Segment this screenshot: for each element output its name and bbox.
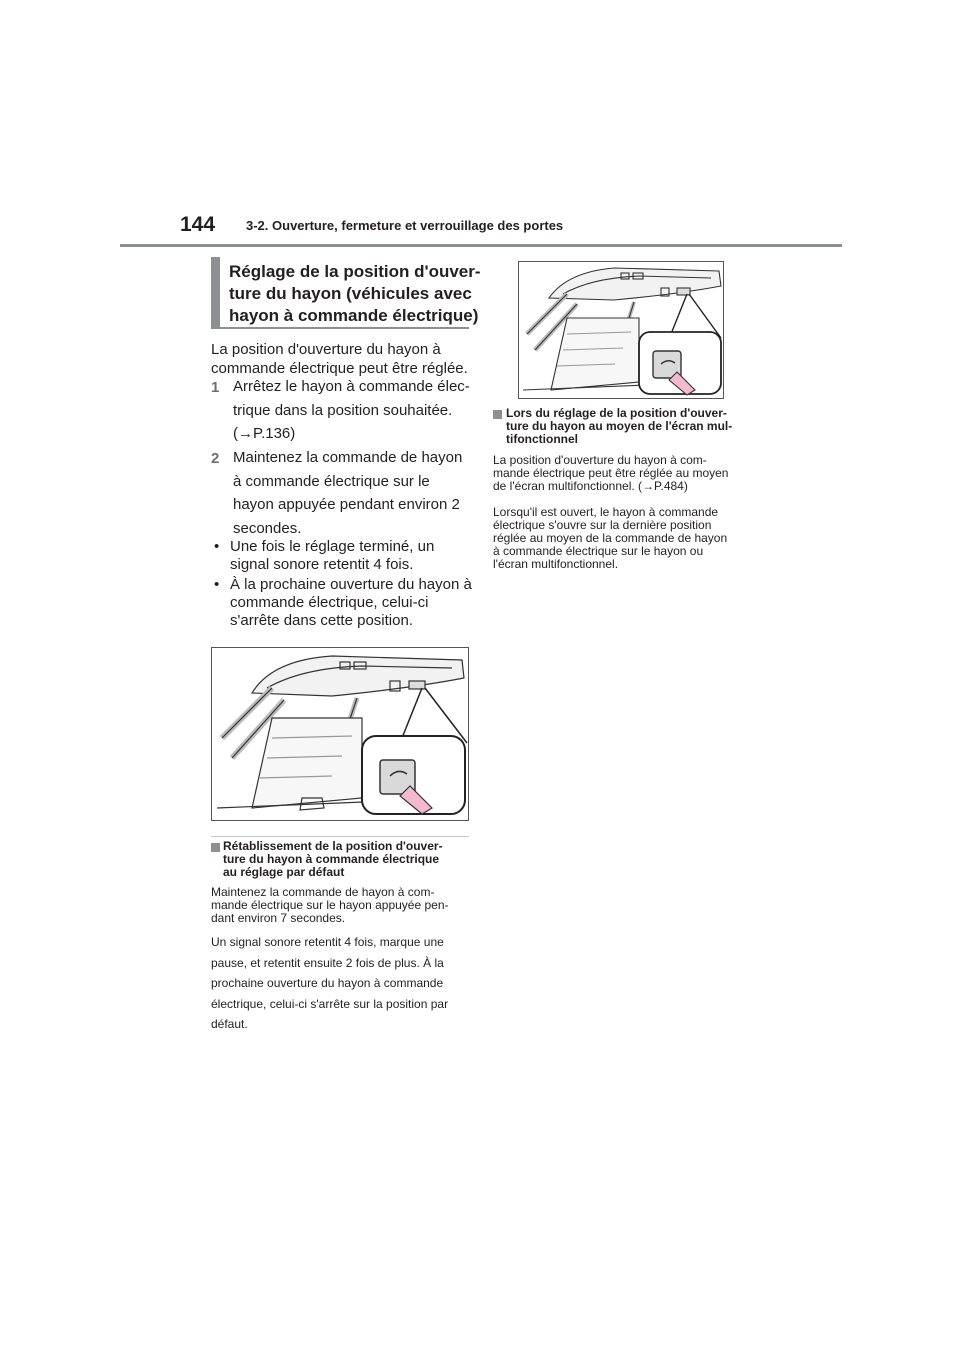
page-number: 144 xyxy=(180,213,216,236)
sub-heading-multi-display xyxy=(506,407,732,446)
text-line: s'arrête dans cette position. xyxy=(230,612,413,629)
step-2-number: 2 xyxy=(211,450,220,467)
text-line: électrique s'ouvre sur la dernière position xyxy=(493,518,712,532)
bullet-dot: • xyxy=(214,538,220,555)
bullet-dot: • xyxy=(214,576,220,593)
paragraph xyxy=(493,454,728,493)
text-line: à commande électrique sur le hayon ou xyxy=(493,544,704,558)
text-line: secondes. xyxy=(233,519,302,537)
paragraph xyxy=(211,932,448,1035)
text-line: trique dans la position souhaitée. xyxy=(233,401,453,419)
text-line: Lorsqu'il est ouvert, le hayon à commande xyxy=(493,505,719,519)
text-line: mande électrique sur le hayon appuyée pen- xyxy=(211,898,449,912)
text-line: Arrêtez le hayon à commande élec- xyxy=(233,378,470,395)
sub-heading-default-reset xyxy=(223,840,443,879)
text-line: hayon appuyée pendant environ 2 xyxy=(233,496,460,513)
text-line: La position d'ouverture du hayon à xyxy=(211,341,441,358)
section-title: 3-2. Ouverture, fermeture et verrouillage des portes xyxy=(246,218,564,233)
text-line: signal sonore retentit 4 fois. xyxy=(230,556,414,573)
sub-heading-marker xyxy=(493,410,502,419)
heading-line: hayon à commande électrique) xyxy=(229,306,479,325)
tailgate-illustration-svg xyxy=(519,262,723,398)
text-line: défaut. xyxy=(211,1017,248,1031)
text-line: dant environ 7 secondes. xyxy=(211,911,346,925)
text-line: Une fois le réglage terminé, un xyxy=(230,538,435,555)
page-reference: (→P.136) xyxy=(233,425,296,442)
text-line: La position d'ouverture du hayon à com- xyxy=(493,453,707,467)
page-reference: de l'écran multifonctionnel. (→P.484) xyxy=(493,479,688,493)
sub-heading-marker xyxy=(211,843,220,852)
text-line: commande électrique, celui-ci xyxy=(230,594,429,611)
text-line: Rétablissement de la position d'ouver- xyxy=(223,839,443,853)
text-line: mande électrique peut être réglée au moyen xyxy=(493,466,729,480)
text-line: à commande électrique sur le xyxy=(233,472,430,490)
tailgate-switch-illustration xyxy=(211,647,469,821)
text-line: électrique, celui-ci s'arrête sur la position par xyxy=(211,996,449,1011)
paragraph xyxy=(211,886,449,925)
text-line: au réglage par défaut xyxy=(223,865,345,879)
step-1-text xyxy=(233,375,470,446)
figure-divider xyxy=(211,836,469,837)
text-line: Maintenez la commande de hayon à com- xyxy=(211,885,435,899)
text-line: réglée au moyen de la commande de hayon xyxy=(493,531,728,545)
paragraph xyxy=(493,506,727,571)
intro-paragraph xyxy=(211,340,468,378)
text-line: Lors du réglage de la position d'ouver- xyxy=(506,406,727,420)
text-line: tifonctionnel xyxy=(506,432,578,446)
text-line: Un signal sonore retentit 4 fois, marque une xyxy=(211,935,444,949)
step-1-number: 1 xyxy=(211,379,220,396)
text-line: l'écran multifonctionnel. xyxy=(493,557,619,571)
text-line: prochaine ouverture du hayon à commande xyxy=(211,976,444,990)
section-heading xyxy=(211,257,481,329)
tailgate-illustration-svg xyxy=(212,648,468,820)
header-rule xyxy=(120,244,842,247)
text-line: ture du hayon à commande électrique xyxy=(223,852,440,866)
text-line: À la prochaine ouverture du hayon à xyxy=(230,576,472,593)
heading-line: ture du hayon (véhicules avec xyxy=(229,284,472,303)
text-line: pause, et retentit ensuite 2 fois de plus. À la xyxy=(211,955,444,970)
text-line: Maintenez la commande de hayon xyxy=(233,449,463,466)
step-2-text xyxy=(233,446,462,540)
text-line: ture du hayon au moyen de l'écran mul- xyxy=(506,419,733,433)
bullet-text xyxy=(230,576,472,630)
heading-line: Réglage de la position d'ouver- xyxy=(229,262,481,281)
bullet-text xyxy=(230,538,434,574)
text-line: commande électrique peut être réglée. xyxy=(211,360,468,377)
tailgate-switch-illustration-small xyxy=(518,261,724,399)
